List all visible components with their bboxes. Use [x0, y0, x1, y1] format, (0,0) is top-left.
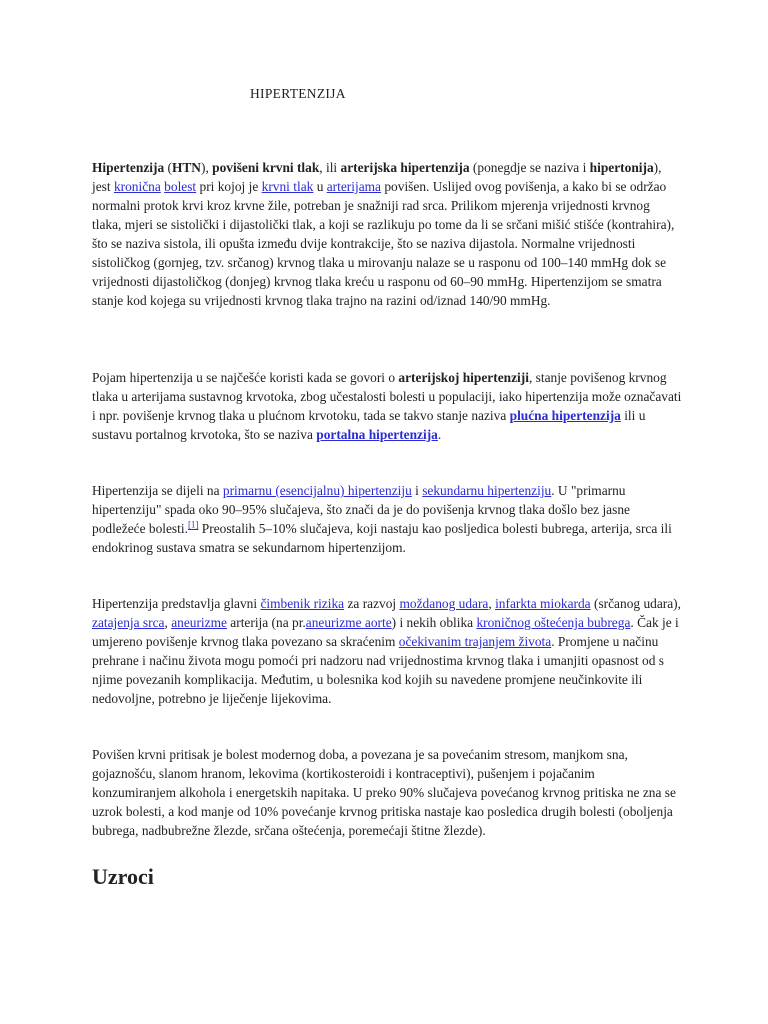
text-run: (: [164, 160, 172, 175]
link-ocekivano-trajanje-zivota[interactable]: očekivanim trajanjem života: [398, 634, 552, 649]
text-run: .: [437, 427, 442, 442]
text-run: ,: [164, 615, 172, 630]
link-bolest[interactable]: bolest: [164, 179, 197, 194]
section-heading: Uzroci: [92, 864, 154, 889]
link-zatajenje-srca[interactable]: zatajenja srca: [92, 615, 165, 630]
text-run: ,: [488, 596, 496, 611]
text-run: , stanje povišenog krvnog tlaka u arterijama sustavnog krvotoka, zbog učestalosti bolesti u populaciji, iako hipertenzija može označavati i npr. povišenje krvnog tlaka u plućnom krvotoku, tada se takvo stanje naziva: [92, 370, 682, 423]
document-title: HIPERTENZIJA: [250, 86, 346, 101]
text-run: Preostalih 5–10% slučajeva, koji nastaju kao posljedica bolesti bubrega, arterija, srca ili endokrinog sustava smatra se sekundarnom hipertenzijom.: [92, 521, 672, 555]
link-aneurizme-aorte[interactable]: aneurizme aorte: [305, 615, 392, 630]
text-run: Hipertenzija se dijeli na: [92, 483, 223, 498]
link-sekundarna-hipertenzija[interactable]: sekundarnu hipertenziju: [422, 483, 552, 498]
bold-term: HTN: [171, 160, 201, 175]
bold-term: arterijskoj hipertenziji: [398, 370, 529, 385]
paragraph-risk-factors: [92, 594, 682, 708]
text-run: Pojam hipertenzija u se najčešće koristi kada se govori o: [92, 370, 399, 385]
text-run: ), jest: [92, 160, 662, 194]
paragraph-classification: [92, 481, 682, 557]
text-run: (srčanog udara),: [590, 596, 681, 611]
link-portalna-hipertenzija[interactable]: portalna hipertenzija: [316, 427, 438, 442]
bold-term: hipertonija: [589, 160, 654, 175]
link-arterijama[interactable]: arterijama: [326, 179, 382, 194]
link-primarna-hipertenzija[interactable]: primarnu (esencijalnu) hipertenziju: [222, 483, 412, 498]
bold-term: Hipertenzija: [92, 160, 165, 175]
bold-term: arterijska hipertenzija: [340, 160, 470, 175]
paragraph-definition: [92, 158, 682, 310]
text-run: i: [411, 483, 423, 498]
text-run: , ili: [319, 160, 341, 175]
paragraph-modern-disease: Povišen krvni pritisak je bolest modernog doba, a povezana je sa povećanim stresom, manjkom sna, gojaznošću, slanom hranom, lekovima (kortikosteroidi i kontraceptivi), pušenjem i pojačanim konzumiranjem alkohola i energetskih napitaka. U preko 90% slučajeva povećanog krvnog pritiska ne zna se uzrok bolesti, a kod manje od 10% povećanje krvnog pritiska nastaje kao posledica drugih bolesti (oboljenja bubrega, nadbubrežne žlezde, srčana oštećenja, poremećaji štitne žlezde).: [92, 747, 676, 838]
link-krvni-tlak[interactable]: krvni tlak: [261, 179, 314, 194]
text-run: u: [313, 179, 327, 194]
text-run: . U "primarnu hipertenziju" spada oko 90–95% slučajeva, što znači da je do povišenja krvnog tlaka došlo bez jasne podležeće bolesti.: [92, 483, 630, 536]
text-run: . Promjene u načinu prehrane i načinu života mogu pomoći pri nadzoru nad vrijednostima krvnog tlaka i umanjiti opasnost od s njime povezanih komplikacija. Međutim, u bolesnika kod kojih su navedene promjene neučinkovite ili nedovoljne, potrebno je liječenje lijekovima.: [92, 634, 664, 706]
text-run: ili u sustavu portalnog krvotoka, što se naziva: [92, 408, 646, 442]
paragraph-term-usage: [92, 368, 682, 444]
text-run: arterija (na pr.: [226, 615, 306, 630]
link-mozdani-udar[interactable]: moždanog udara: [399, 596, 489, 611]
link-aneurizme[interactable]: aneurizme: [171, 615, 227, 630]
text-run: ) i nekih oblika: [391, 615, 477, 630]
text-run: pri kojoj je: [196, 179, 262, 194]
text-run: . Čak je i umjereno povišenje krvnog tlaka povezano sa skraćenim: [92, 615, 679, 649]
text-run: povišen. Uslijed ovog povišenja, a kako bi se održao normalni protok krvi kroz krvne žile, potreban je snažniji rad srca. Prilikom mjerenja vrijednosti krvnog tlaka, mjeri se sistolički i dijastolički tlak, a koji se razlikuju po tome da li se srčani mišić stišće (kontrahira), što se naziva sistola, ili opušta između dvije kontrakcije, što se naziva dijastola. Normalne vrijednosti sistoličkog (gornjeg, tzv. srčanog) krvnog tlaka u mirovanju nalaze se u rasponu od 100–140 mmHg dok se vrijednosti dijastoličkog (donjeg) krvnog tlaka kreću u rasponu od 60–90 mmHg. Hipertenzijom se smatra stanje kod kojega su vrijednosti krvnog tlaka trajno na razini od/iznad 140/90 mmHg.: [92, 179, 675, 308]
bold-term: povišeni krvni tlak: [212, 160, 320, 175]
text-run: za razvoj: [344, 596, 400, 611]
text-run: (ponegdje se naziva i: [469, 160, 590, 175]
link-plucna-hipertenzija[interactable]: plućna hipertenzija: [509, 408, 621, 423]
text-run: Hipertenzija predstavlja glavni: [92, 596, 261, 611]
link-cimbenik-rizika[interactable]: čimbenik rizika: [260, 596, 345, 611]
link-infarkt-miokarda[interactable]: infarkta miokarda: [495, 596, 591, 611]
text-run: ),: [200, 160, 213, 175]
footnote-link[interactable]: [1]: [187, 519, 199, 530]
link-kronicno-ostecenje-bubrega[interactable]: kroničnog oštećenja bubrega: [476, 615, 631, 630]
link-kronicna[interactable]: kronična: [113, 179, 161, 194]
